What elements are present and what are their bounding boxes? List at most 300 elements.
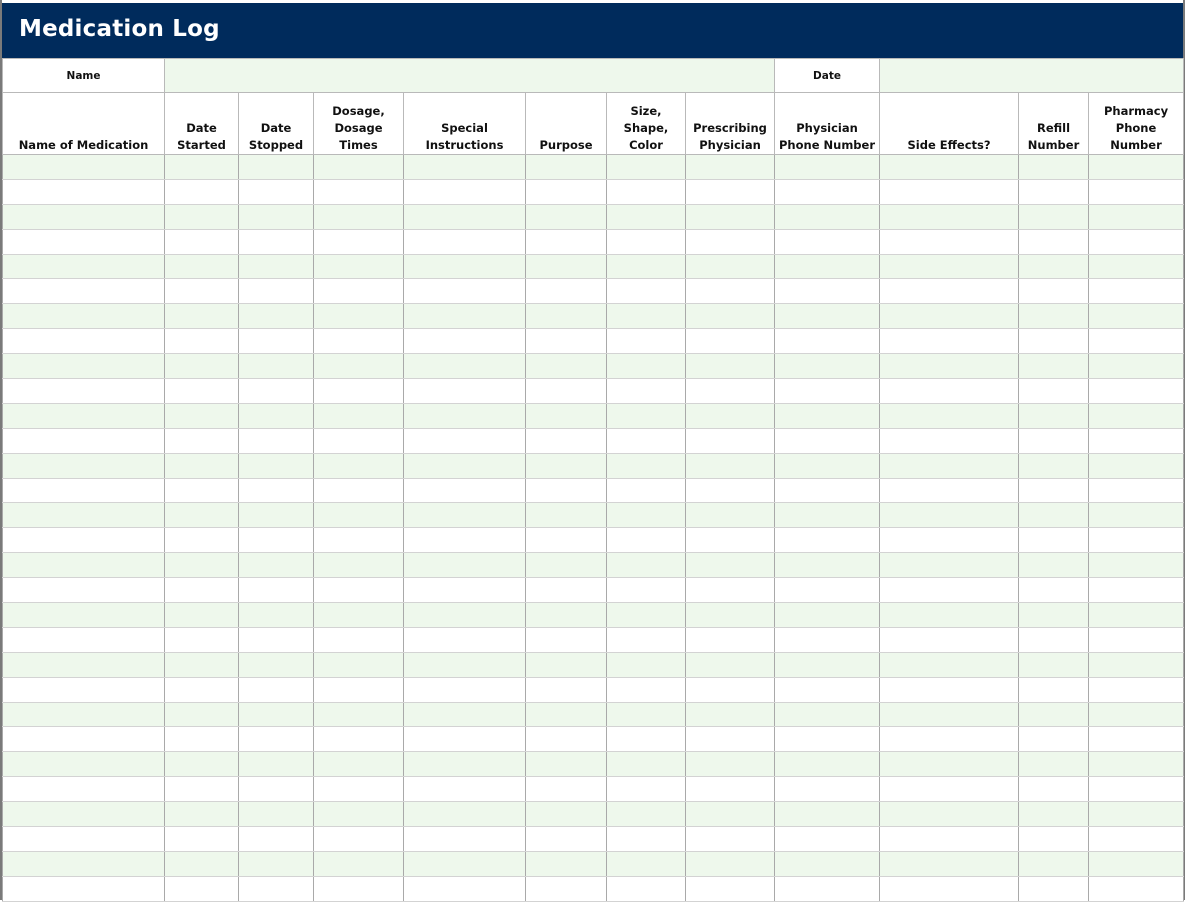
log-entry-cell[interactable] xyxy=(239,851,314,876)
log-entry-cell[interactable] xyxy=(314,702,404,727)
log-entry-cell[interactable] xyxy=(775,204,880,229)
log-entry-cell[interactable] xyxy=(880,851,1019,876)
log-entry-cell[interactable] xyxy=(1089,876,1184,901)
log-entry-cell[interactable] xyxy=(880,727,1019,752)
log-entry-cell[interactable] xyxy=(686,578,775,603)
log-entry-cell[interactable] xyxy=(686,379,775,404)
log-entry-cell[interactable] xyxy=(239,453,314,478)
log-entry-cell[interactable] xyxy=(1089,403,1184,428)
log-entry-cell[interactable] xyxy=(686,478,775,503)
log-entry-cell[interactable] xyxy=(607,329,686,354)
log-entry-cell[interactable] xyxy=(880,802,1019,827)
log-entry-cell[interactable] xyxy=(526,727,607,752)
log-entry-cell[interactable] xyxy=(314,652,404,677)
log-entry-cell[interactable] xyxy=(1089,379,1184,404)
log-entry-cell[interactable] xyxy=(1089,578,1184,603)
log-entry-cell[interactable] xyxy=(1089,204,1184,229)
log-entry-cell[interactable] xyxy=(404,428,526,453)
date-field[interactable] xyxy=(880,59,1184,93)
log-entry-cell[interactable] xyxy=(3,603,165,628)
log-entry-cell[interactable] xyxy=(880,876,1019,901)
log-entry-cell[interactable] xyxy=(775,528,880,553)
log-entry-cell[interactable] xyxy=(404,627,526,652)
log-entry-cell[interactable] xyxy=(165,777,239,802)
log-entry-cell[interactable] xyxy=(404,603,526,628)
log-entry-cell[interactable] xyxy=(314,802,404,827)
log-entry-cell[interactable] xyxy=(686,403,775,428)
log-entry-cell[interactable] xyxy=(404,279,526,304)
log-entry-cell[interactable] xyxy=(526,702,607,727)
log-entry-cell[interactable] xyxy=(165,752,239,777)
log-entry-cell[interactable] xyxy=(607,379,686,404)
log-entry-cell[interactable] xyxy=(165,179,239,204)
log-entry-cell[interactable] xyxy=(775,876,880,901)
log-entry-cell[interactable] xyxy=(3,876,165,901)
log-entry-cell[interactable] xyxy=(775,627,880,652)
log-entry-cell[interactable] xyxy=(404,304,526,329)
log-entry-cell[interactable] xyxy=(165,553,239,578)
log-entry-cell[interactable] xyxy=(314,727,404,752)
log-entry-cell[interactable] xyxy=(314,329,404,354)
log-entry-cell[interactable] xyxy=(607,528,686,553)
log-entry-cell[interactable] xyxy=(165,652,239,677)
log-entry-cell[interactable] xyxy=(1019,155,1089,180)
log-entry-cell[interactable] xyxy=(880,304,1019,329)
log-entry-cell[interactable] xyxy=(775,652,880,677)
log-entry-cell[interactable] xyxy=(1019,752,1089,777)
log-entry-cell[interactable] xyxy=(3,229,165,254)
log-entry-cell[interactable] xyxy=(1089,603,1184,628)
log-entry-cell[interactable] xyxy=(775,478,880,503)
log-entry-cell[interactable] xyxy=(1019,254,1089,279)
log-entry-cell[interactable] xyxy=(314,453,404,478)
log-entry-cell[interactable] xyxy=(239,677,314,702)
log-entry-cell[interactable] xyxy=(3,379,165,404)
log-entry-cell[interactable] xyxy=(404,354,526,379)
log-entry-cell[interactable] xyxy=(607,204,686,229)
log-entry-cell[interactable] xyxy=(165,229,239,254)
log-entry-cell[interactable] xyxy=(239,578,314,603)
log-entry-cell[interactable] xyxy=(1089,752,1184,777)
log-entry-cell[interactable] xyxy=(314,627,404,652)
log-entry-cell[interactable] xyxy=(686,329,775,354)
log-entry-cell[interactable] xyxy=(607,229,686,254)
log-entry-cell[interactable] xyxy=(880,179,1019,204)
log-entry-cell[interactable] xyxy=(239,279,314,304)
log-entry-cell[interactable] xyxy=(314,528,404,553)
log-entry-cell[interactable] xyxy=(526,179,607,204)
log-entry-cell[interactable] xyxy=(686,254,775,279)
log-entry-cell[interactable] xyxy=(404,478,526,503)
log-entry-cell[interactable] xyxy=(526,204,607,229)
log-entry-cell[interactable] xyxy=(239,428,314,453)
log-entry-cell[interactable] xyxy=(165,329,239,354)
log-entry-cell[interactable] xyxy=(3,329,165,354)
log-entry-cell[interactable] xyxy=(880,155,1019,180)
log-entry-cell[interactable] xyxy=(1089,155,1184,180)
log-entry-cell[interactable] xyxy=(3,354,165,379)
log-entry-cell[interactable] xyxy=(314,279,404,304)
log-entry-cell[interactable] xyxy=(607,354,686,379)
log-entry-cell[interactable] xyxy=(314,354,404,379)
log-entry-cell[interactable] xyxy=(165,279,239,304)
log-entry-cell[interactable] xyxy=(239,179,314,204)
log-entry-cell[interactable] xyxy=(165,428,239,453)
log-entry-cell[interactable] xyxy=(314,478,404,503)
log-entry-cell[interactable] xyxy=(686,229,775,254)
log-entry-cell[interactable] xyxy=(526,578,607,603)
log-entry-cell[interactable] xyxy=(3,304,165,329)
log-entry-cell[interactable] xyxy=(686,827,775,852)
log-entry-cell[interactable] xyxy=(607,254,686,279)
log-entry-cell[interactable] xyxy=(880,279,1019,304)
log-entry-cell[interactable] xyxy=(607,876,686,901)
log-entry-cell[interactable] xyxy=(314,578,404,603)
log-entry-cell[interactable] xyxy=(775,428,880,453)
log-entry-cell[interactable] xyxy=(607,503,686,528)
log-entry-cell[interactable] xyxy=(239,702,314,727)
log-entry-cell[interactable] xyxy=(1019,403,1089,428)
log-entry-cell[interactable] xyxy=(1089,304,1184,329)
log-entry-cell[interactable] xyxy=(314,254,404,279)
log-entry-cell[interactable] xyxy=(1089,179,1184,204)
log-entry-cell[interactable] xyxy=(686,179,775,204)
log-entry-cell[interactable] xyxy=(1019,603,1089,628)
log-entry-cell[interactable] xyxy=(1019,777,1089,802)
log-entry-cell[interactable] xyxy=(165,254,239,279)
log-entry-cell[interactable] xyxy=(775,827,880,852)
log-entry-cell[interactable] xyxy=(314,304,404,329)
log-entry-cell[interactable] xyxy=(526,279,607,304)
log-entry-cell[interactable] xyxy=(607,304,686,329)
log-entry-cell[interactable] xyxy=(880,379,1019,404)
log-entry-cell[interactable] xyxy=(880,453,1019,478)
log-entry-cell[interactable] xyxy=(165,453,239,478)
log-entry-cell[interactable] xyxy=(239,752,314,777)
log-entry-cell[interactable] xyxy=(404,652,526,677)
log-entry-cell[interactable] xyxy=(526,428,607,453)
log-entry-cell[interactable] xyxy=(1019,179,1089,204)
log-entry-cell[interactable] xyxy=(3,627,165,652)
log-entry-cell[interactable] xyxy=(607,851,686,876)
log-entry-cell[interactable] xyxy=(880,553,1019,578)
log-entry-cell[interactable] xyxy=(1089,802,1184,827)
log-entry-cell[interactable] xyxy=(526,354,607,379)
log-entry-cell[interactable] xyxy=(686,802,775,827)
log-entry-cell[interactable] xyxy=(404,155,526,180)
log-entry-cell[interactable] xyxy=(239,603,314,628)
log-entry-cell[interactable] xyxy=(607,777,686,802)
log-entry-cell[interactable] xyxy=(1089,354,1184,379)
log-entry-cell[interactable] xyxy=(526,876,607,901)
log-entry-cell[interactable] xyxy=(880,229,1019,254)
log-entry-cell[interactable] xyxy=(775,155,880,180)
log-entry-cell[interactable] xyxy=(607,453,686,478)
log-entry-cell[interactable] xyxy=(686,777,775,802)
log-entry-cell[interactable] xyxy=(1089,453,1184,478)
log-entry-cell[interactable] xyxy=(526,155,607,180)
log-entry-cell[interactable] xyxy=(1019,677,1089,702)
log-entry-cell[interactable] xyxy=(165,603,239,628)
log-entry-cell[interactable] xyxy=(239,254,314,279)
log-entry-cell[interactable] xyxy=(3,652,165,677)
log-entry-cell[interactable] xyxy=(775,851,880,876)
log-entry-cell[interactable] xyxy=(880,627,1019,652)
log-entry-cell[interactable] xyxy=(404,329,526,354)
log-entry-cell[interactable] xyxy=(526,827,607,852)
log-entry-cell[interactable] xyxy=(404,403,526,428)
log-entry-cell[interactable] xyxy=(686,528,775,553)
log-entry-cell[interactable] xyxy=(1089,677,1184,702)
log-entry-cell[interactable] xyxy=(1089,627,1184,652)
log-entry-cell[interactable] xyxy=(1019,279,1089,304)
log-entry-cell[interactable] xyxy=(314,827,404,852)
log-entry-cell[interactable] xyxy=(239,478,314,503)
log-entry-cell[interactable] xyxy=(1019,652,1089,677)
log-entry-cell[interactable] xyxy=(404,204,526,229)
log-entry-cell[interactable] xyxy=(165,354,239,379)
log-entry-cell[interactable] xyxy=(1089,329,1184,354)
log-entry-cell[interactable] xyxy=(3,727,165,752)
log-entry-cell[interactable] xyxy=(686,727,775,752)
log-entry-cell[interactable] xyxy=(880,603,1019,628)
log-entry-cell[interactable] xyxy=(314,851,404,876)
log-entry-cell[interactable] xyxy=(3,677,165,702)
log-entry-cell[interactable] xyxy=(3,155,165,180)
log-entry-cell[interactable] xyxy=(880,777,1019,802)
log-entry-cell[interactable] xyxy=(686,876,775,901)
log-entry-cell[interactable] xyxy=(775,254,880,279)
log-entry-cell[interactable] xyxy=(3,777,165,802)
log-entry-cell[interactable] xyxy=(3,851,165,876)
log-entry-cell[interactable] xyxy=(314,876,404,901)
log-entry-cell[interactable] xyxy=(526,752,607,777)
log-entry-cell[interactable] xyxy=(775,279,880,304)
log-entry-cell[interactable] xyxy=(239,304,314,329)
log-entry-cell[interactable] xyxy=(1019,329,1089,354)
log-entry-cell[interactable] xyxy=(239,503,314,528)
log-entry-cell[interactable] xyxy=(239,727,314,752)
log-entry-cell[interactable] xyxy=(775,752,880,777)
log-entry-cell[interactable] xyxy=(239,155,314,180)
log-entry-cell[interactable] xyxy=(404,752,526,777)
log-entry-cell[interactable] xyxy=(686,677,775,702)
log-entry-cell[interactable] xyxy=(314,777,404,802)
log-entry-cell[interactable] xyxy=(775,453,880,478)
log-entry-cell[interactable] xyxy=(607,603,686,628)
log-entry-cell[interactable] xyxy=(314,179,404,204)
log-entry-cell[interactable] xyxy=(1089,478,1184,503)
log-entry-cell[interactable] xyxy=(775,553,880,578)
log-entry-cell[interactable] xyxy=(239,204,314,229)
log-entry-cell[interactable] xyxy=(3,802,165,827)
log-entry-cell[interactable] xyxy=(239,329,314,354)
log-entry-cell[interactable] xyxy=(239,528,314,553)
log-entry-cell[interactable] xyxy=(686,652,775,677)
log-entry-cell[interactable] xyxy=(775,304,880,329)
log-entry-cell[interactable] xyxy=(526,304,607,329)
log-entry-cell[interactable] xyxy=(880,204,1019,229)
log-entry-cell[interactable] xyxy=(1089,279,1184,304)
log-entry-cell[interactable] xyxy=(165,578,239,603)
log-entry-cell[interactable] xyxy=(1019,204,1089,229)
log-entry-cell[interactable] xyxy=(3,827,165,852)
log-entry-cell[interactable] xyxy=(775,403,880,428)
log-entry-cell[interactable] xyxy=(775,329,880,354)
log-entry-cell[interactable] xyxy=(607,627,686,652)
log-entry-cell[interactable] xyxy=(1089,727,1184,752)
log-entry-cell[interactable] xyxy=(880,652,1019,677)
log-entry-cell[interactable] xyxy=(165,727,239,752)
log-entry-cell[interactable] xyxy=(1089,827,1184,852)
log-entry-cell[interactable] xyxy=(526,802,607,827)
log-entry-cell[interactable] xyxy=(526,603,607,628)
log-entry-cell[interactable] xyxy=(1019,802,1089,827)
log-entry-cell[interactable] xyxy=(165,155,239,180)
log-entry-cell[interactable] xyxy=(686,453,775,478)
log-entry-cell[interactable] xyxy=(526,777,607,802)
log-entry-cell[interactable] xyxy=(239,354,314,379)
log-entry-cell[interactable] xyxy=(1019,528,1089,553)
log-entry-cell[interactable] xyxy=(686,503,775,528)
log-entry-cell[interactable] xyxy=(686,428,775,453)
log-entry-cell[interactable] xyxy=(607,155,686,180)
log-entry-cell[interactable] xyxy=(314,553,404,578)
log-entry-cell[interactable] xyxy=(1019,578,1089,603)
log-entry-cell[interactable] xyxy=(239,229,314,254)
log-entry-cell[interactable] xyxy=(607,802,686,827)
log-entry-cell[interactable] xyxy=(880,578,1019,603)
log-entry-cell[interactable] xyxy=(880,702,1019,727)
log-entry-cell[interactable] xyxy=(686,304,775,329)
log-entry-cell[interactable] xyxy=(880,677,1019,702)
log-entry-cell[interactable] xyxy=(880,503,1019,528)
log-entry-cell[interactable] xyxy=(314,603,404,628)
log-entry-cell[interactable] xyxy=(775,777,880,802)
log-entry-cell[interactable] xyxy=(1019,553,1089,578)
log-entry-cell[interactable] xyxy=(526,677,607,702)
log-entry-cell[interactable] xyxy=(1019,503,1089,528)
log-entry-cell[interactable] xyxy=(775,379,880,404)
log-entry-cell[interactable] xyxy=(686,603,775,628)
log-entry-cell[interactable] xyxy=(404,179,526,204)
log-entry-cell[interactable] xyxy=(314,403,404,428)
log-entry-cell[interactable] xyxy=(239,553,314,578)
log-entry-cell[interactable] xyxy=(607,179,686,204)
log-entry-cell[interactable] xyxy=(526,403,607,428)
log-entry-cell[interactable] xyxy=(314,229,404,254)
log-entry-cell[interactable] xyxy=(314,204,404,229)
log-entry-cell[interactable] xyxy=(775,229,880,254)
log-entry-cell[interactable] xyxy=(165,827,239,852)
log-entry-cell[interactable] xyxy=(775,702,880,727)
log-entry-cell[interactable] xyxy=(1019,304,1089,329)
log-entry-cell[interactable] xyxy=(404,503,526,528)
log-entry-cell[interactable] xyxy=(404,379,526,404)
log-entry-cell[interactable] xyxy=(775,802,880,827)
log-entry-cell[interactable] xyxy=(526,229,607,254)
log-entry-cell[interactable] xyxy=(1019,229,1089,254)
log-entry-cell[interactable] xyxy=(686,627,775,652)
log-entry-cell[interactable] xyxy=(607,403,686,428)
log-entry-cell[interactable] xyxy=(526,851,607,876)
log-entry-cell[interactable] xyxy=(526,453,607,478)
log-entry-cell[interactable] xyxy=(880,329,1019,354)
log-entry-cell[interactable] xyxy=(165,478,239,503)
log-entry-cell[interactable] xyxy=(607,827,686,852)
log-entry-cell[interactable] xyxy=(314,503,404,528)
log-entry-cell[interactable] xyxy=(686,354,775,379)
log-entry-cell[interactable] xyxy=(775,578,880,603)
log-entry-cell[interactable] xyxy=(880,403,1019,428)
log-entry-cell[interactable] xyxy=(686,155,775,180)
log-entry-cell[interactable] xyxy=(607,428,686,453)
log-entry-cell[interactable] xyxy=(880,478,1019,503)
log-entry-cell[interactable] xyxy=(165,627,239,652)
log-entry-cell[interactable] xyxy=(1019,478,1089,503)
log-entry-cell[interactable] xyxy=(165,802,239,827)
log-entry-cell[interactable] xyxy=(3,553,165,578)
log-entry-cell[interactable] xyxy=(607,478,686,503)
log-entry-cell[interactable] xyxy=(1089,254,1184,279)
log-entry-cell[interactable] xyxy=(880,354,1019,379)
log-entry-cell[interactable] xyxy=(404,254,526,279)
name-field[interactable] xyxy=(165,59,775,93)
log-entry-cell[interactable] xyxy=(880,827,1019,852)
log-entry-cell[interactable] xyxy=(686,553,775,578)
log-entry-cell[interactable] xyxy=(1089,702,1184,727)
log-entry-cell[interactable] xyxy=(165,403,239,428)
log-entry-cell[interactable] xyxy=(165,677,239,702)
log-entry-cell[interactable] xyxy=(775,179,880,204)
log-entry-cell[interactable] xyxy=(1089,428,1184,453)
log-entry-cell[interactable] xyxy=(404,802,526,827)
log-entry-cell[interactable] xyxy=(775,677,880,702)
log-entry-cell[interactable] xyxy=(686,204,775,229)
log-entry-cell[interactable] xyxy=(404,578,526,603)
log-entry-cell[interactable] xyxy=(686,752,775,777)
log-entry-cell[interactable] xyxy=(880,428,1019,453)
log-entry-cell[interactable] xyxy=(607,752,686,777)
log-entry-cell[interactable] xyxy=(526,553,607,578)
log-entry-cell[interactable] xyxy=(686,279,775,304)
log-entry-cell[interactable] xyxy=(239,777,314,802)
log-entry-cell[interactable] xyxy=(165,702,239,727)
log-entry-cell[interactable] xyxy=(607,652,686,677)
log-entry-cell[interactable] xyxy=(1089,229,1184,254)
log-entry-cell[interactable] xyxy=(404,553,526,578)
log-entry-cell[interactable] xyxy=(1089,528,1184,553)
log-entry-cell[interactable] xyxy=(607,702,686,727)
log-entry-cell[interactable] xyxy=(165,851,239,876)
log-entry-cell[interactable] xyxy=(239,627,314,652)
log-entry-cell[interactable] xyxy=(880,752,1019,777)
log-entry-cell[interactable] xyxy=(880,528,1019,553)
log-entry-cell[interactable] xyxy=(1019,876,1089,901)
log-entry-cell[interactable] xyxy=(314,428,404,453)
log-entry-cell[interactable] xyxy=(3,428,165,453)
log-entry-cell[interactable] xyxy=(526,652,607,677)
log-entry-cell[interactable] xyxy=(1019,851,1089,876)
log-entry-cell[interactable] xyxy=(404,702,526,727)
log-entry-cell[interactable] xyxy=(1019,827,1089,852)
log-entry-cell[interactable] xyxy=(1089,553,1184,578)
log-entry-cell[interactable] xyxy=(3,403,165,428)
log-entry-cell[interactable] xyxy=(1019,428,1089,453)
log-entry-cell[interactable] xyxy=(526,627,607,652)
log-entry-cell[interactable] xyxy=(3,752,165,777)
log-entry-cell[interactable] xyxy=(1019,627,1089,652)
